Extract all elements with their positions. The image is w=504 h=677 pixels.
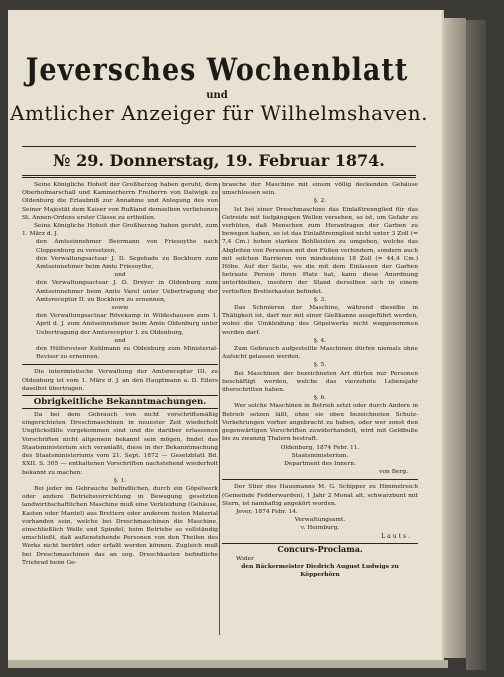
announcement-text: Seine Königliche Hoheit der Großherzog haben geruht, zum 1. März d. J. <box>22 223 218 238</box>
page-stack-edge <box>8 660 448 668</box>
connector-word: und <box>114 337 126 344</box>
lauts-marker: Lauts. <box>381 532 412 540</box>
book-cover-edge <box>466 20 486 670</box>
paragraph-number: §. 5. <box>313 362 327 369</box>
paragraph-number: §. 6. <box>313 395 327 402</box>
issue-line <box>22 150 416 172</box>
appointment-item: den Verwaltungsactuar Rövekamp in Wildeshausen zum 1. April d. J. zum Amtseinnehmer beim Amte Oldenburg unter Uebertragung der Amtsreceptur I. zu Oldenburg, <box>36 313 218 336</box>
announcement-text: Ist bei einer Dreschmaschine das Einlaßtrennglied für das Getreide mit tiefgängigen Wellen versehen, so ist, um Gefahr zu verhüten, daß Menschen zum Herantragen der Garben zu bewegen haben, so ist das Einlaßtrennglied nicht unter 3 Zoll (= 7,4 Cm.) hohen starken Bohlleisten zu umgeben, welche das Abgleiten von Personen mit den Füßen verhindern, sondern auch mit solchen Barrieren von mindestens 18 Zoll (= 44,4 Cm.) Höhe. Auf der Seite, wo die mit dem Einlassen der Garben betraute Person ihren Platz hat, kann diese Anordnung unterbleiben, insofern der Stand derselben sich in einem vertieften Bretterkasten befindet. <box>222 206 418 295</box>
notice-date: Jever, 1874 Febr. 14. <box>236 508 298 515</box>
paragraph-number: §. 4. <box>313 337 327 344</box>
signature-place: Oldenburg, 1874 Febr. 11. <box>280 444 360 451</box>
newspaper-subtitle: Amtlicher Anzeiger für Wilhelmshaven. <box>10 101 428 125</box>
paragraph-number: §. 2. <box>313 198 327 205</box>
signature-name: von Berg. <box>379 469 408 476</box>
connector-word: sowie <box>111 305 129 312</box>
masthead-rule-bottom <box>22 175 416 176</box>
appointment-item: den Verwaltungsactuar J. D. Dreyer in Oldenburg zum Amtseinnehmer beim Amte Varel unter Uebertragung der Amtsreceptur II. zu Bockhorn zu ernennen, <box>36 280 218 303</box>
section-rule <box>222 479 418 480</box>
connector-word: und <box>114 272 126 279</box>
appointment-item: den Verwaltungsactuar J. D. Segebade zu Bockhorn zum Amtseinnehmer beim Amte Friesoythe, <box>36 255 218 271</box>
section-rule <box>22 364 218 365</box>
paragraph-number: §. 3. <box>313 296 327 303</box>
issue-weekday: Donnerstag, <box>109 151 220 170</box>
announcement-text: Das Schmieren der Maschine, während dieselbe in Thätigkeit ist, darf nur mit einer Gießkanne ausgeführt werden, wobei die Umkleidung des Göpelwerks nicht weggenommen werden darf. <box>222 305 418 336</box>
concurs-text: den Bäckermeister Diedrich August Ludwigs zu Köpperhörn <box>241 562 399 579</box>
appointment-item: den Amtseinnehmer Beermann von Friesoythe nach Cloppenburg zu versetzen, <box>36 239 218 254</box>
announcement-text: brauche der Maschine mit einem völlig deckenden Gehäuse umschlossen sein. <box>222 182 418 197</box>
announcement-text: Da bei dem Gebrauch von nicht vorschriftsmäßig eingerichteten Dreschmaschinen in neuester Zeit wiederholt Unglücksfälle vorgekommen sind und die darüber erlassenen Vorschriften nicht allgemein bekannt sein mögen, findet das Staatsministerium sich veranlaßt, diese in der Bekanntmachung des Staatsministeriums vom 21. Sept. 1872 — Gesetzblatt Bd. XXII. S. 305 — enthaltenen Vorschriften nachstehend wiederholt bekannt zu machen: <box>22 412 218 476</box>
announcement-text: Wer solche Maschinen in Betrieb setzt oder durch Andere in Betrieb setzen läßt, ohne sie oben bezeichneten Schutz-Vorkehrungen vorher angebracht zu haben, oder wer sonst den gegenwärtigen Vorschriften zuwiderhandelt, wird mit Geldbuße bis zu zwanzig Thalern bestraft. <box>222 403 418 443</box>
signature-department: Department des Innern. <box>284 460 356 467</box>
book-spine <box>442 18 466 658</box>
right-column <box>222 181 418 579</box>
masthead-rule-top <box>22 146 416 147</box>
left-column <box>22 181 218 567</box>
masthead <box>10 52 428 125</box>
notice-text: Der Stier des Hausmanns M. G. Schipper zu Himmelreich (Gemeinde Fedderwarden), 1 Jahr 2 Monat alt, schwarzbunt mit Stern, ist namhaftig angekört worden. <box>222 484 418 507</box>
announcement-text: Die interimistische Verwaltung der Amtsreceptur III. zu Oldenburg ist vom 1. März d. J. an den Hauptmann a. D. Eilers daselbst übertragen. <box>22 369 218 392</box>
signature-body: Staatsministerium. <box>291 452 349 459</box>
concurs-wider: Wider <box>236 555 254 562</box>
section-heading: Obrigkeitliche Bekanntmachungen. <box>22 395 218 409</box>
masthead-rule-bottom-2 <box>22 177 416 178</box>
column-divider <box>219 183 220 635</box>
announcement-text: Bei jeder im Gebrauche befindlichen, durch ein Göpelwerk oder andere Betriebsvorrichtung in Bewegung gesetzten landwirthschaftlichen Maschine muß eine Verkleidung (Gehäuse, Kasten oder Mantel) aus Brettern oder anderem festen Material vorhanden sein, welche bei Dreschmaschinen die Maschine, einschließlich Welle und Spindel, beim Betriebe so vollständig umschließt, daß außenstehende Personen von den Theilen des Werks nicht berührt oder erfaßt werden können. Zugleich muß bei Dreschmaschinen das an sog. Dreschkasten befindliche Triebrad beim Ge- <box>22 485 218 566</box>
title-connector: und <box>206 90 228 101</box>
appointment-item: den Hülfsrevisor Kuhlmann zu Oldenburg zum Ministerial-Revisor zu ernennen. <box>36 346 218 361</box>
issue-number: № 29. <box>53 151 104 170</box>
concurs-heading: Concurs-Proclama. <box>222 543 418 555</box>
issue-date: 19. Februar 1874. <box>225 151 385 170</box>
notice-office: Verwaltungsamt. <box>294 517 346 524</box>
announcement-text: Seine Königliche Hoheit der Großherzog haben geruht, dem Oberhofmarschall und Kammerherrn Freiherrn von Dalwigk zu Oldenburg die Erlaubniß zur Annahme und Anlegung des von Seiner Majestät dem Kaiser von Rußland demselben verliehenen St. Annen-Ordens erster Classe zu ertheilen. <box>22 182 218 221</box>
newspaper-title: Jeversches Wochenblatt <box>25 52 409 89</box>
paragraph-number: §. 1. <box>113 477 127 484</box>
announcement-text: Bei Maschinen der bezeichneten Art dürfen nur Personen beschäftigt werden, welche das vierzehnte Lebensjahr überschritten haben. <box>222 370 418 394</box>
notice-signature: v. Heimburg. <box>300 525 340 532</box>
announcement-text: Zum Gebrauch aufgestellte Maschinen dürfen niemals ohne Aufsicht gelassen werden. <box>222 346 418 361</box>
